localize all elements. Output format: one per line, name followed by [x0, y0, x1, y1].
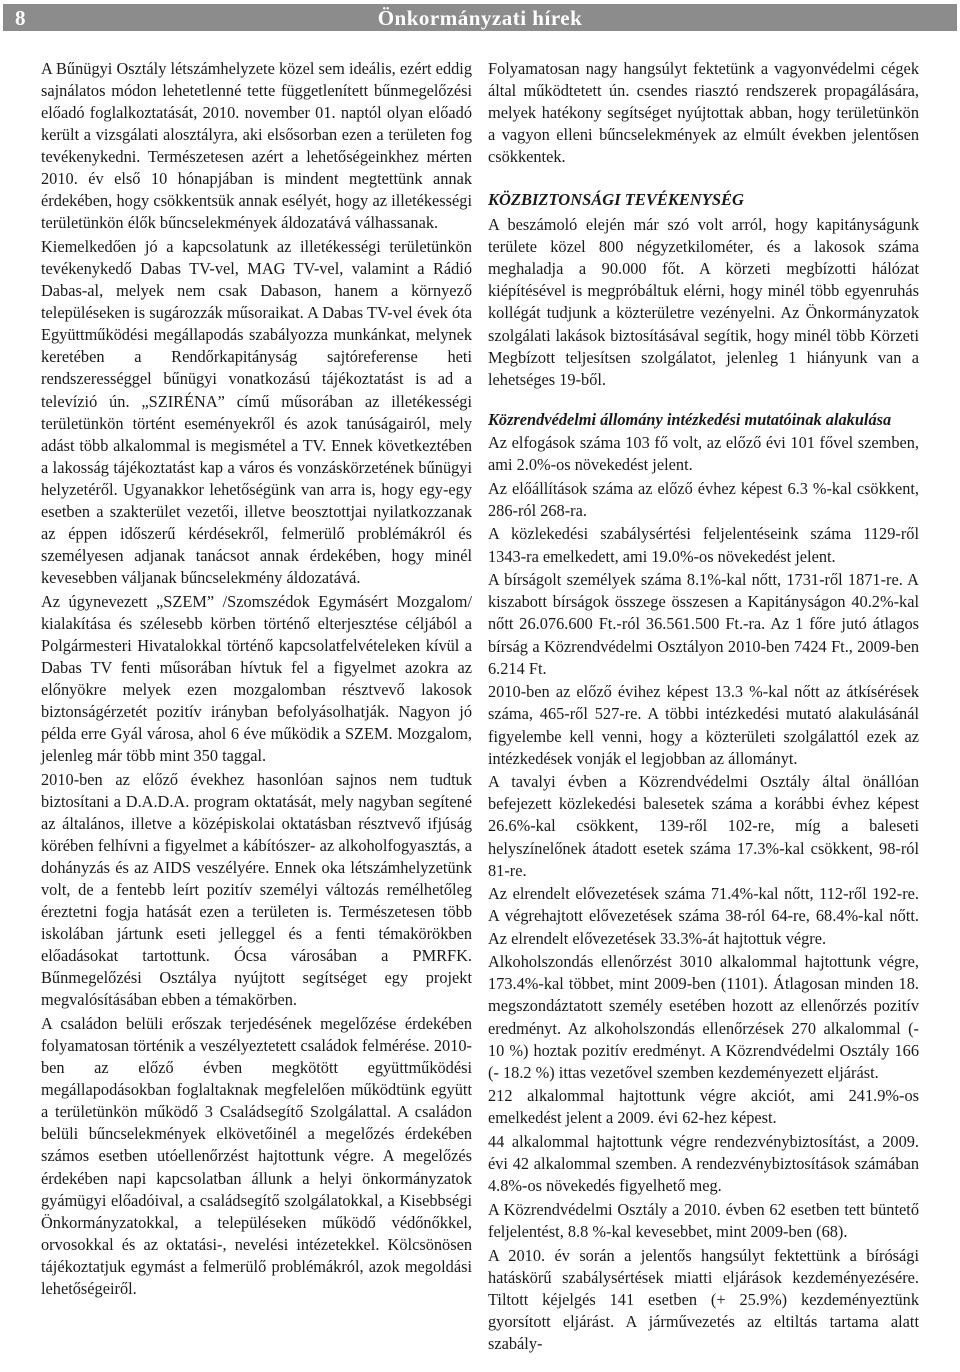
stat-paragraph: 2010-ben az előző évihez képest 13.3 %-kal nőtt az átkísérések száma, 465-ről 527-re. A többi intézkedési mutató alakulásánál figyelembe kell venni, hogy a közterületi szolgálattól ezek az intézkedések vonják el legjobban az állományt.: [488, 682, 919, 768]
stat-paragraph: 44 alkalommal hajtottunk végre rendezvénybiztosítást, a 2009. évi 42 alkalommal szemben. A rendezvénybiztosítások számában 4.8%-os növekedés figyelhető meg.: [488, 1132, 919, 1196]
paragraph-szem: Az úgynevezett „SZEM” /Szomszédok Egymásért Mozgalom/ kialakítása és szélesebb körben történő elterjesztése céljából a Polgármesteri Hivatalokkal történő kapcsolatfelvételeken kívül a Dabas TV fenti műsorában hívtuk fel a figyelmet azokra az előnyökre melyek ezen mozgalomban résztvevő lakosok biztonságérzetét pozitív irányban befolyásolhatják. Nagyon jó példa erre Gyál városa, ahol 6 éve működik a SZEM. Mozgalom, jelenleg már több mint 350 taggal.: [41, 591, 472, 766]
paragraph-media: Kiemelkedően jó a kapcsolatunk az illetékességi területünkön tevékenykedő Dabas TV-vel, MAG TV-vel, valamint a Rádió Dabas-al, melyek nem csak Dabason, hanem a környező településeken is sugározzák műsoraikat. A Dabas TV-vel évek óta Együttműködési megállapodás szabályozza munkánkat, melynek keretében a Rendőrkapitányság sajtóreferense heti rendszerességgel bűnügyi vonatkozású tájékoztatást is ad a televízió ún. „SZIRÉNA” című műsorában az illetékességi területünkön történt eseményekről és azok tanúságairól, mely adást több alkalommal is megismétel a TV. Ennek következtében a lakosság tájékoztatást kap a város és vonzáskörzetének bűnügyi helyzetéről. Ugyanakkor lehetőségünk van arra is, hogy egy-egy esetben a szakterület vezetői, illetve beosztottjai nyilatkozzanak az éppen időszerű kérdésekről, felmerülő problémákról és személyesen adjanak tanácsot annak érdekében, hogy minél kevesebben váljanak bűncselekmény áldozatává.: [41, 237, 472, 587]
stat-paragraph: A Közrendvédelmi Osztály a 2010. évben 62 esetben tett büntető feljelentést, 8.8 %-kal kevesebbet, mint 2009-ben (68).: [488, 1200, 919, 1242]
newsletter-title: Önkormányzati hírek: [377, 6, 583, 30]
paragraph-alarm-systems: Folyamatosan nagy hangsúlyt fektetünk a vagyonvédelmi cégek által működtetett ún. csendes riasztó rendszerek propagálására, melyek hatékony segítséget nyújtottak abban, hogy területünkön a vagyon elleni bűncselekmények az elmúlt években jelentősen csökkentek.: [488, 59, 919, 167]
right-column: [488, 58, 919, 1357]
paragraph-district-officers: A beszámoló elején már szó volt arról, hogy kapitányságunk területe közel 800 négyzetkilométer, és a lakosok száma meghaladja a 90.000 főt. A körzeti megbízotti hálózat kiépítésével is megpróbáltuk elérni, hogy minél több egyenruhás kollégát tudjunk a közterületre vezényelni. Az Önkormányzatok szolgálati lakások biztosításával segítik, hogy minél több Körzeti Megbízott teljesítsen szolgálatot, jelenleg 1 hiányunk van a lehetséges 19-ből.: [488, 215, 919, 389]
stat-paragraph: Az elfogások száma 103 fő volt, az előző évi 101 fővel szemben, ami 2.0%-os növekedést jelent.: [488, 432, 919, 474]
stat-paragraph: A 2010. év során a jelentős hangsúlyt fektettünk a bírósági hatáskörű szabálysértések miatti eljárások kezdeményezésére. Tiltott kéjelgés 141 esetben (+ 25.9%) kezdeményeztünk gyorsított eljárást. A járművezetés az eltiltás tartama alatt szabály-: [488, 1246, 919, 1354]
paragraph-family-violence: A családon belüli erőszak terjedésének megelőzése érdekében folyamatosan történik a veszélyeztetett családok felmérése. 2010-ben az előző évben megkötött együttműködési megállapodásokban foglaltaknak megfelelően működtünk együtt a területünkön működő 3 Családsegítő Szolgálattal. A családon belüli bűncselekmények elkövetőinél a megelőzés érdekében számos esetben utóellenőrzést hajtottunk végre. A megelőzés érdekében napi kapcsolatban állunk a helyi önkormányzatok gyámügyi előadóival, a családsegítő szolgálatokkal, a Kisebbségi Önkormányzatokkal, a településeken működő védőnőkkel, orvosokkal és az oktatási-, nevelési intézetekkel. Kölcsönösen tájékoztatjuk egymást a felmerülő problémákról, azok megoldási lehetőségeiről.: [41, 1014, 472, 1298]
stat-paragraph: A tavalyi évben a Közrendvédelmi Osztály által önállóan befejezett közlekedési balesetek száma a korábbi évhez képest 26.6%-kal csökkent, 139-ről 102-re, míg a baleseti helyszínelőnek átadott esetek száma 17.3%-kal csökkent, 98-ról 81-re.: [488, 772, 919, 880]
page-number: 8: [15, 6, 26, 30]
left-column: [41, 58, 472, 1302]
subheading-indicators: Közrendvédelmi állomány intézkedési mutatóinak alakulása: [488, 409, 892, 429]
section-heading-public-safety: KÖZBIZTONSÁGI TEVÉKENYSÉG: [488, 190, 744, 210]
stat-paragraph: A bírságolt személyek száma 8.1%-kal nőtt, 1731-ről 1871-re. A kiszabott bírságok összege összesen a Kapitányságon 40.2%-kal nőtt 26.076.600 Ft.-ról 36.561.500 Ft.-ra. Az 1 főre jutó átlagos bírság a Közrendvédelmi Osztályon 2010-ben 7424 Ft., 2009-ben 6.214 Ft.: [488, 570, 919, 678]
paragraph-staffing: A Bűnügyi Osztály létszámhelyzete közel sem ideális, ezért eddig sajnálatos módon lehetetlenné tette függetlenített bűnmegelőzési előadó foglalkoztatását, 2010. november 01. naptól olyan előadó került a vizsgálati alosztályra, aki elsősorban ezen a területen fog tevékenykedni. Természetesen azért a lehetőségeinkhez mérten 2010. év első 10 hónapjában is mindent megtettünk annak érdekében, hogy csökkentsük annak esélyét, hogy az illetékességi területünkön élők bűncselekmények áldozatává válhassanak.: [41, 59, 472, 233]
stat-paragraph: Az elrendelt elővezetések száma 71.4%-kal nőtt, 112-ről 192-re. A végrehajtott elővezetések száma 38-ról 64-re, 68.4%-kal nőtt. Az elrendelt elővezetések 33.3%-át hajtottuk végre.: [488, 884, 919, 948]
stat-paragraph: A közlekedési szabálysértési feljelentéseink száma 1129-ről 1343-ra emelkedett, ami 19.0%-os növekedést jelent.: [488, 524, 919, 566]
stat-paragraph: Alkoholszondás ellenőrzést 3010 alkalommal hajtottunk végre, 173.4%-kal többet, mint 2009-ben (1101). Átlagosan minden 18. megszondáztatott személy esetében hozott az ellenőrzés pozitív eredményt. Az alkoholszondás ellenőrzések 270 alkalommal (- 10 %) hoztak pozitív eredményt. A Közrendvédelmi Osztály 166 (- 18.2 %) ittas vezetővel szemben kezdeményezett eljárást.: [488, 952, 919, 1082]
stat-paragraph: Az előállítások száma az előző évhez képest 6.3 %-kal csökkent, 286-ról 268-ra.: [488, 478, 919, 520]
paragraph-dada: 2010-ben az előző évekhez hasonlóan sajnos nem tudtuk biztosítani a D.A.D.A. program oktatását, mely nagyban segítené az általános, illetve a középiskolai oktatásban résztvevő ifjúság körében felhívni a figyelmet a kábítószer- az alkoholfogyasztás, a dohányzás és az AIDS veszélyére. Ennek oka létszámhelyzetünk volt, de a fentebb leírt pozitív személyi változás remélhetőleg éreztetni fogja hatását ezen a területen is. Természetesen több iskolában jártunk eseti jelleggel és a fenti témakörökben előadásokat tartottunk. Ócsa városában a PMRFK. Bűnmegelőzési Osztálya nyújtott segítséget egy projekt megvalósításában ebben a témakörben.: [41, 769, 472, 1010]
stat-paragraph: 212 alkalommal hajtottunk végre akciót, ami 241.9%-os emelkedést jelent a 2009. évi 62-hez képest.: [488, 1086, 919, 1128]
page-header: [3, 4, 957, 31]
